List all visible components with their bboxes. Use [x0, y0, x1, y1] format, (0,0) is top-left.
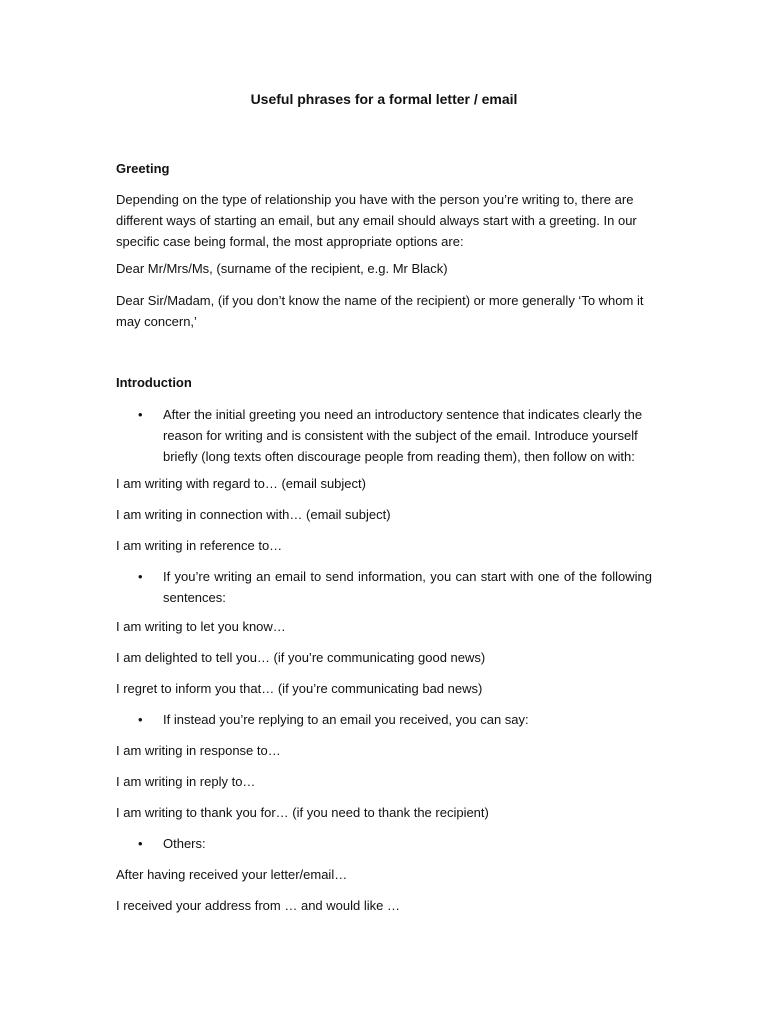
phrase-item: I am writing with regard to… (email subject)	[116, 476, 366, 491]
bullet-text: If you’re writing an email to send information, you can start with one of the following sentences:	[163, 569, 652, 605]
phrase-item: I am writing in connection with… (email subject)	[116, 507, 391, 522]
greeting-option-1: Dear Mr/Mrs/Ms, (surname of the recipient, e.g. Mr Black)	[116, 261, 448, 276]
bullet-item	[138, 566, 652, 608]
bullet-icon: •	[138, 836, 143, 851]
phrase-item: I am delighted to tell you… (if you’re communicating good news)	[116, 650, 486, 665]
bullet-text: After the initial greeting you need an introductory sentence that indicates clearly the reason for writing and is consistent with the subject of the email. Introduce yourself briefly (long texts often discourage people from reading them), then follow on with:	[163, 407, 643, 464]
bullet-item	[138, 709, 652, 730]
bullet-item	[138, 404, 652, 467]
greeting-option-2: Dear Sir/Madam, (if you don’t know the name of the recipient) or more generally ‘To whom it may concern,’	[116, 293, 644, 329]
bullet-item	[138, 833, 652, 854]
bullet-icon: •	[138, 407, 143, 422]
phrase-item: I am writing in reference to…	[116, 538, 283, 553]
phrase-item: After having received your letter/email…	[116, 867, 348, 882]
phrase-item: I am writing to let you know…	[116, 619, 286, 634]
introduction-heading: Introduction	[116, 375, 192, 390]
bullet-icon: •	[138, 569, 143, 584]
phrase-item: I regret to inform you that… (if you’re communicating bad news)	[116, 681, 483, 696]
phrase-item: I received your address from … and would like …	[116, 898, 400, 913]
bullet-text: Others:	[163, 836, 206, 851]
bullet-text: If instead you’re replying to an email you received, you can say:	[163, 712, 529, 727]
phrase-item: I am writing to thank you for… (if you need to thank the recipient)	[116, 805, 489, 820]
bullet-icon: •	[138, 712, 143, 727]
page-title: Useful phrases for a formal letter / email	[250, 91, 518, 107]
phrase-item: I am writing in reply to…	[116, 774, 256, 789]
greeting-heading: Greeting	[116, 161, 170, 176]
phrase-item: I am writing in response to…	[116, 743, 281, 758]
greeting-paragraph: Depending on the type of relationship you have with the person you’re writing to, there are different ways of starting an email, but any email should always start with a greeting. In our specific case being formal, the most appropriate options are:	[116, 192, 637, 249]
